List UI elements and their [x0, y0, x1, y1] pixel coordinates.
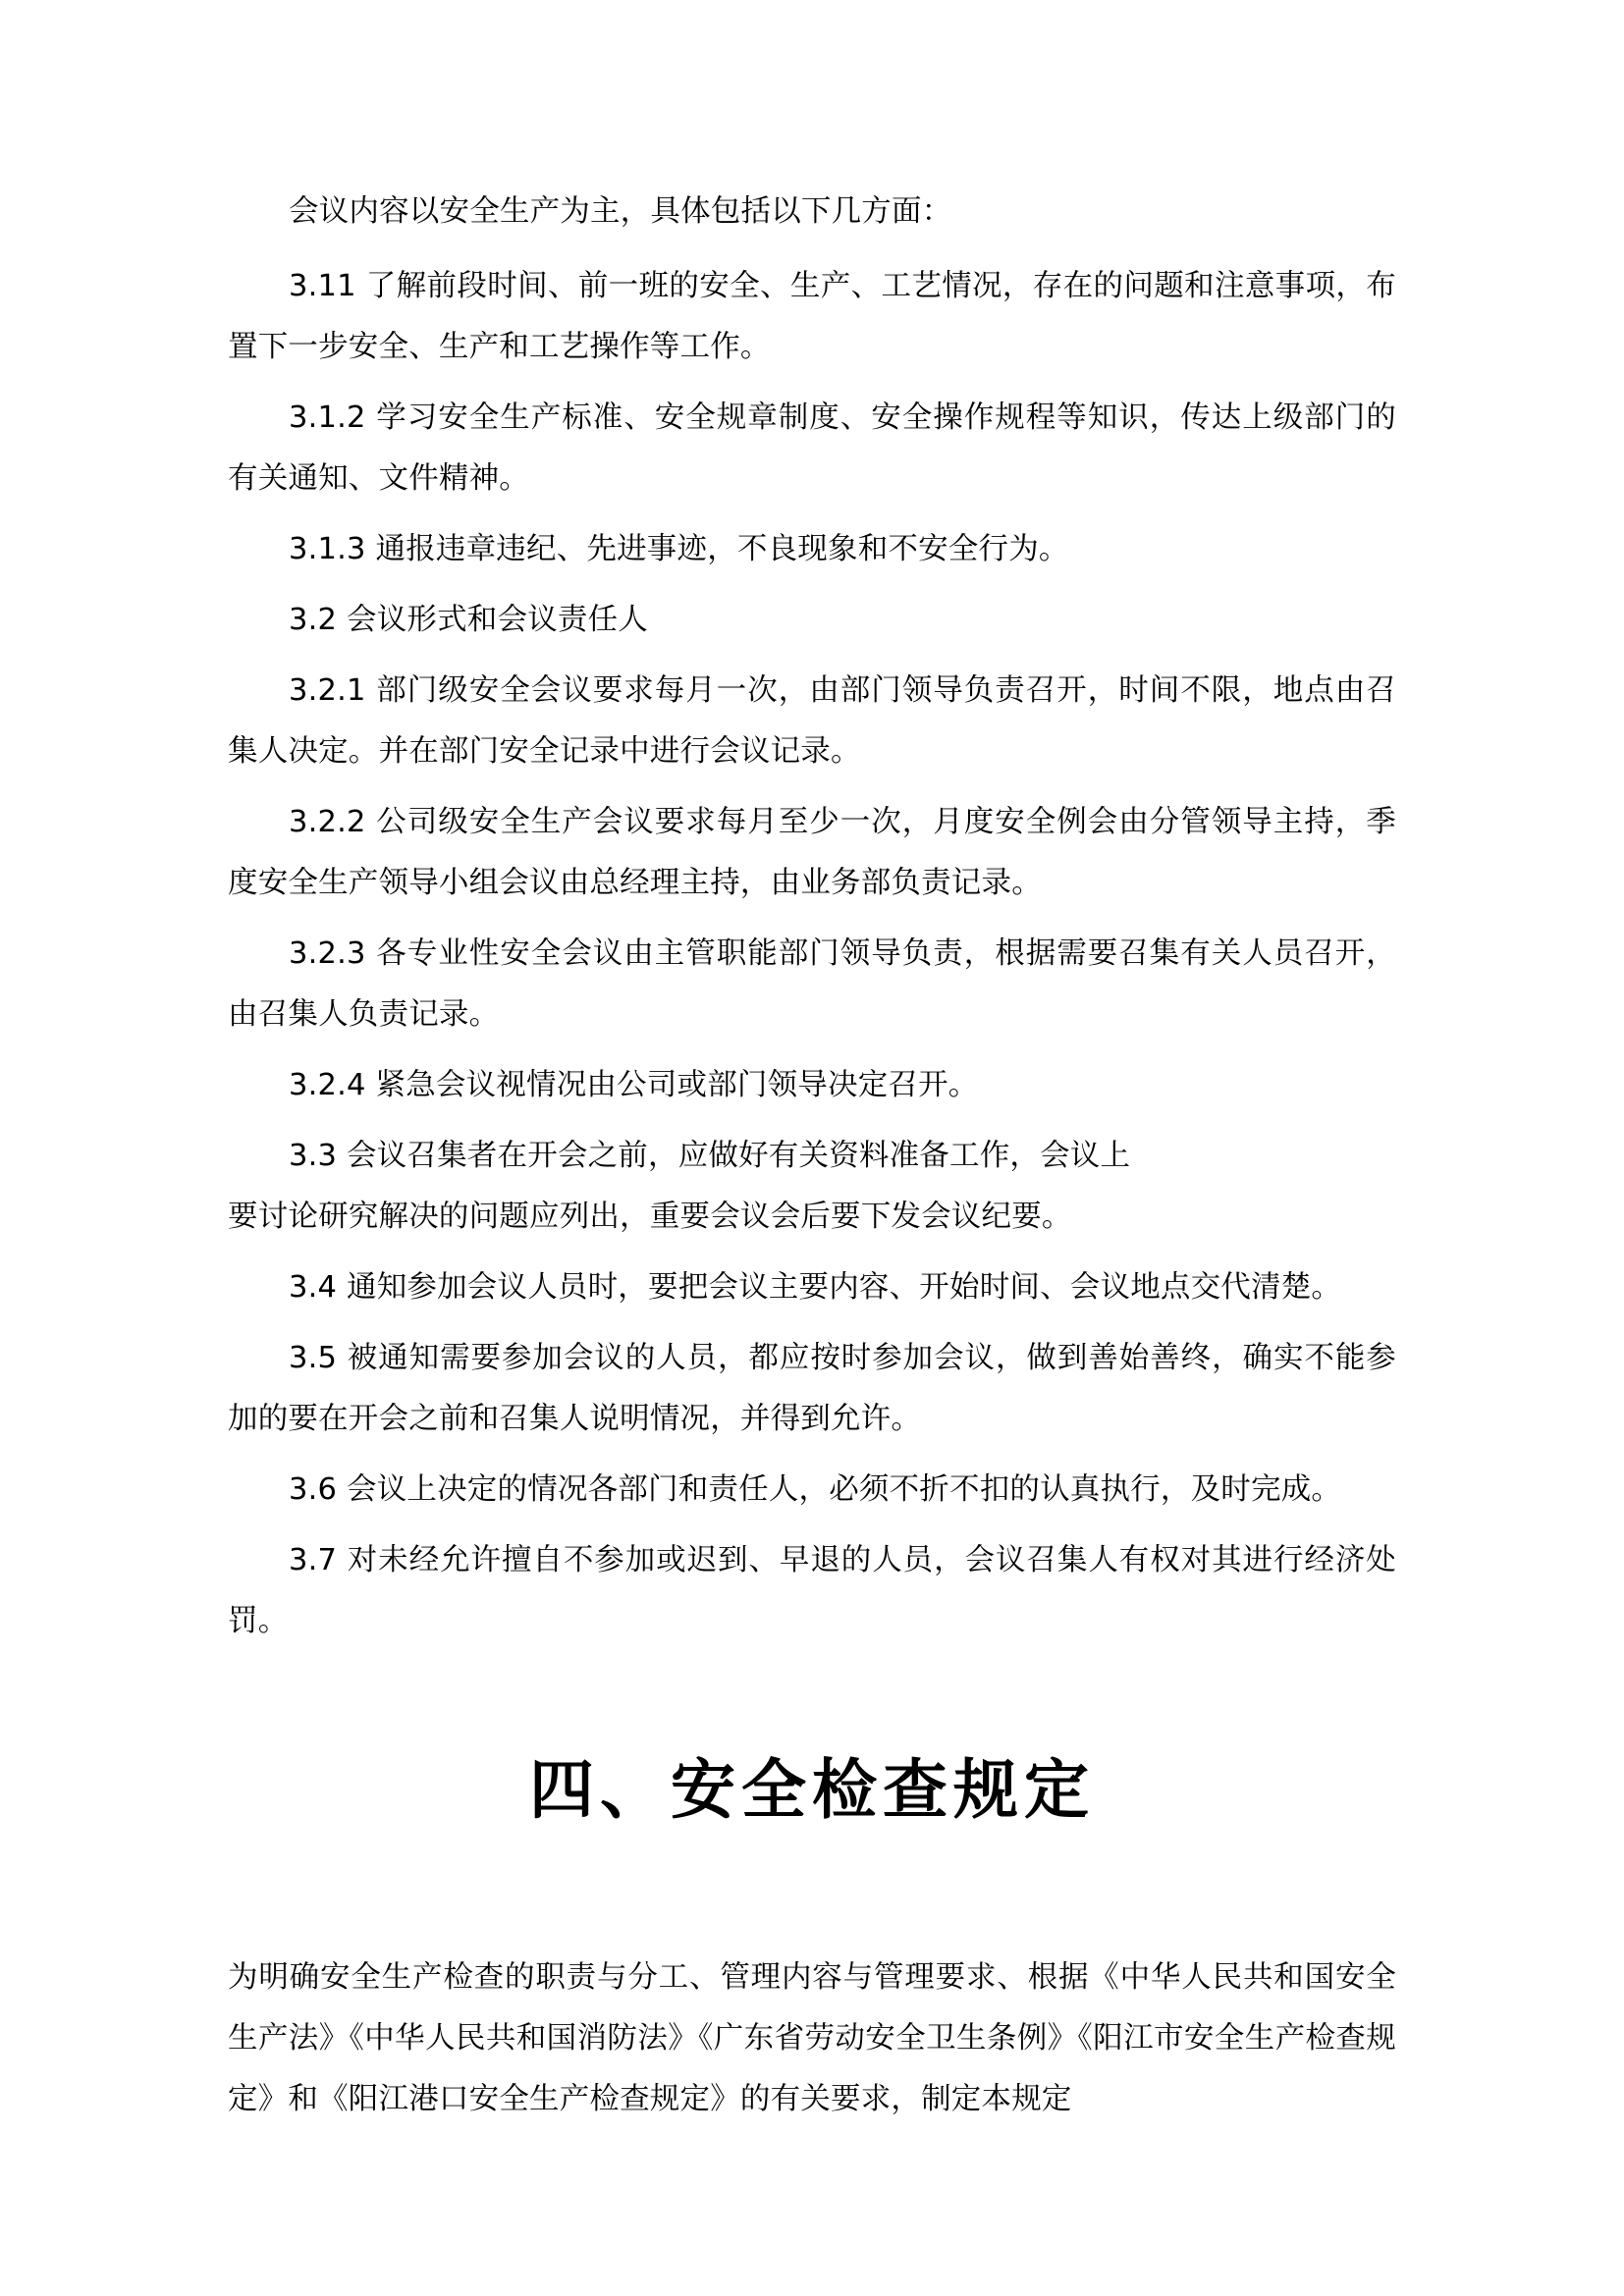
paragraph-3-5: 3.5 被通知需要参加会议的人员，都应按时参加会议，做到善始善终，确实不能参加的要在开会之前和召集人说明情况，并得到允许。: [228, 1341, 1396, 1436]
paragraph-3-2-2: 3.2.2 公司级安全生产会议要求每月至少一次，月度安全例会由分管领导主持，季度安全生产领导小组会议由总经理主持，由业务部负责记录。: [228, 805, 1396, 900]
paragraph-3-7: 3.7 对未经允许擅自不参加或迟到、早退的人员，会议召集人有权对其进行经济处罚。: [228, 1543, 1396, 1638]
intro-paragraph: 会议内容以安全生产为主，具体包括以下几方面：: [289, 194, 952, 229]
paragraph-3-2-1: 3.2.1 部门级安全会议要求每月一次，由部门领导负责召开，时间不限，地点由召集人决定。并在部门安全记录中进行会议记录。: [228, 673, 1396, 769]
paragraph-3-2-3: 3.2.3 各专业性安全会议由主管职能部门领导负责，根据需要召集有关人员召开，由召集人负责记录。: [228, 936, 1396, 1032]
paragraph-3-11: 3.11 了解前段时间、前一班的安全、生产、工艺情况，存在的问题和注意事项，布置下一步安全、生产和工艺操作等工作。: [228, 269, 1396, 364]
paragraph-3-1-2: 3.1.2 学习安全生产标准、安全规章制度、安全操作规程等知识，传达上级部门的有关通知、文件精神。: [228, 400, 1396, 496]
paragraph-3-3: 3.3 会议召集者在开会之前，应做好有关资料准备工作，会议上: [289, 1139, 1131, 1173]
heading-spacer: [228, 1832, 1396, 1948]
section-intro-paragraph: 为明确安全生产检查的职责与分工、管理内容与管理要求、根据《中华人民共和国安全生产法》《中华人民共和国消防法》《广东省劳动安全卫生条例》《阳江市安全生产检查规定》和《阳江港口安全生产检查规定》的有关要求，制定本规定: [228, 1959, 1396, 2116]
paragraph-3-6: 3.6 会议上决定的情况各部门和责任人，必须不折不扣的认真执行，及时完成。: [289, 1472, 1342, 1507]
section-heading-block: [228, 1750, 1396, 1832]
paragraph-3-4: 3.4 通知参加会议人员时，要把会议主要内容、开始时间、会议地点交代清楚。: [289, 1270, 1342, 1305]
paragraph-3-1-3: 3.1.3 通报违章违纪、先进事迹，不良现象和不安全行为。: [289, 532, 1069, 566]
section-heading-title: 四、安全检查规定: [529, 1752, 1095, 1828]
page-content: [228, 182, 1396, 2130]
paragraph-3-2-4: 3.2.4 紧急会议视情况由公司或部门领导决定召开。: [289, 1068, 979, 1102]
paragraph-3-3-continuation: 要讨论研究解决的问题应列出，重要会议会后要下发会议纪要。: [228, 1200, 1072, 1234]
paragraph-3-2: 3.2 会议形式和会议责任人: [289, 603, 648, 637]
